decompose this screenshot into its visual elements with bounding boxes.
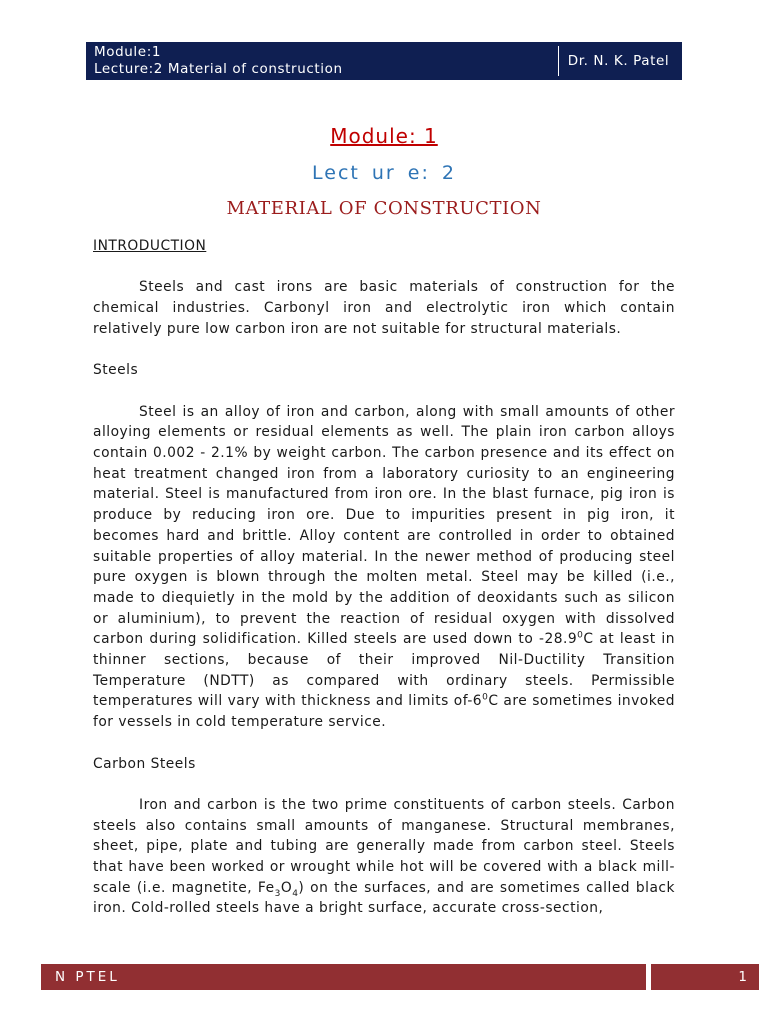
steels-text-c: C are sometimes invoked for vessels in cold temperature service. xyxy=(93,693,675,731)
carbon-text-b: O xyxy=(280,879,293,896)
carbon-text-c: ) on the surfaces, and are sometimes called black iron. Cold-rolled steels have a bright surface, accurate cross-section, xyxy=(93,879,676,917)
header-lecture: Lecture:2 Material of construction xyxy=(94,61,343,77)
steels-paragraph xyxy=(93,402,675,733)
header-module: Module:1 xyxy=(94,44,162,60)
carbon-sub-1: 3 xyxy=(274,888,281,899)
header-author: Dr. N. K. Patel xyxy=(558,46,678,76)
steels-text-b: C at least in thinner sections, because of their improved Nil-Ductility Transition Temperature (NDTT) as compared with ordinary steels. Permissible temperatures will vary with thickness and limits of-6 xyxy=(93,631,675,710)
module-title: Module: 1 xyxy=(330,124,438,148)
steels-sup-2: 0 xyxy=(482,692,489,703)
page-header xyxy=(86,42,682,80)
carbon-steels-paragraph xyxy=(93,795,675,919)
carbon-sub-2: 4 xyxy=(292,888,299,899)
steels-text-a: Steel is an alloy of iron and carbon, along with small amounts of other alloying elements or residual elements as well. The plain iron carbon alloys contain 0.002 - 2.1% by weight carbon. The carbon presence and its effect on heat treatment changed iron from a laboratory curiosity to an engineering material. Steel is manufactured from iron ore. In the blast furnace, pig iron is produce by reducing iron ore. Due to impurities present in pig iron, it becomes hard and brittle. Alloy content are controlled in order to obtained suitable properties of alloy material. In the newer method of producing steel pure oxygen is blown through the molten metal. Steel may be killed (i.e., made to diequietly in the mold by the addition of deoxidants such as silicon or aluminium), to prevent the reaction of residual oxygen with dissolved carbon during solidification. Killed steels are used down to -28.9 xyxy=(93,403,675,648)
intro-paragraph: Steels and cast irons are basic materials of construction for the chemical industries. Carbonyl iron and electrolytic iron which contain relatively pure low carbon iron are not suitable for structural materials. xyxy=(93,279,675,337)
header-left xyxy=(94,44,343,78)
footer-label: N PTEL xyxy=(41,964,646,990)
intro-heading: INTRODUCTION xyxy=(93,238,207,254)
lecture-title: Lect ur e: 2 xyxy=(312,162,456,184)
carbon-steels-heading: Carbon Steels xyxy=(93,755,196,772)
carbon-text-a: Iron and carbon is the two prime constituents of carbon steels. Carbon steels also contains small amounts of manganese. Structural membranes, sheet, pipe, plate and tubing are generally made from carbon steel. Steels that have been worked or wrought while hot will be covered with a black mill-scale (i.e. magnetite, Fe xyxy=(93,796,675,896)
steels-sup-1: 0 xyxy=(577,630,584,641)
main-title: MATERIAL OF CONSTRUCTION xyxy=(226,198,542,219)
steels-heading: Steels xyxy=(93,362,139,379)
page-number: 1 xyxy=(651,964,759,990)
document-body xyxy=(93,236,675,919)
